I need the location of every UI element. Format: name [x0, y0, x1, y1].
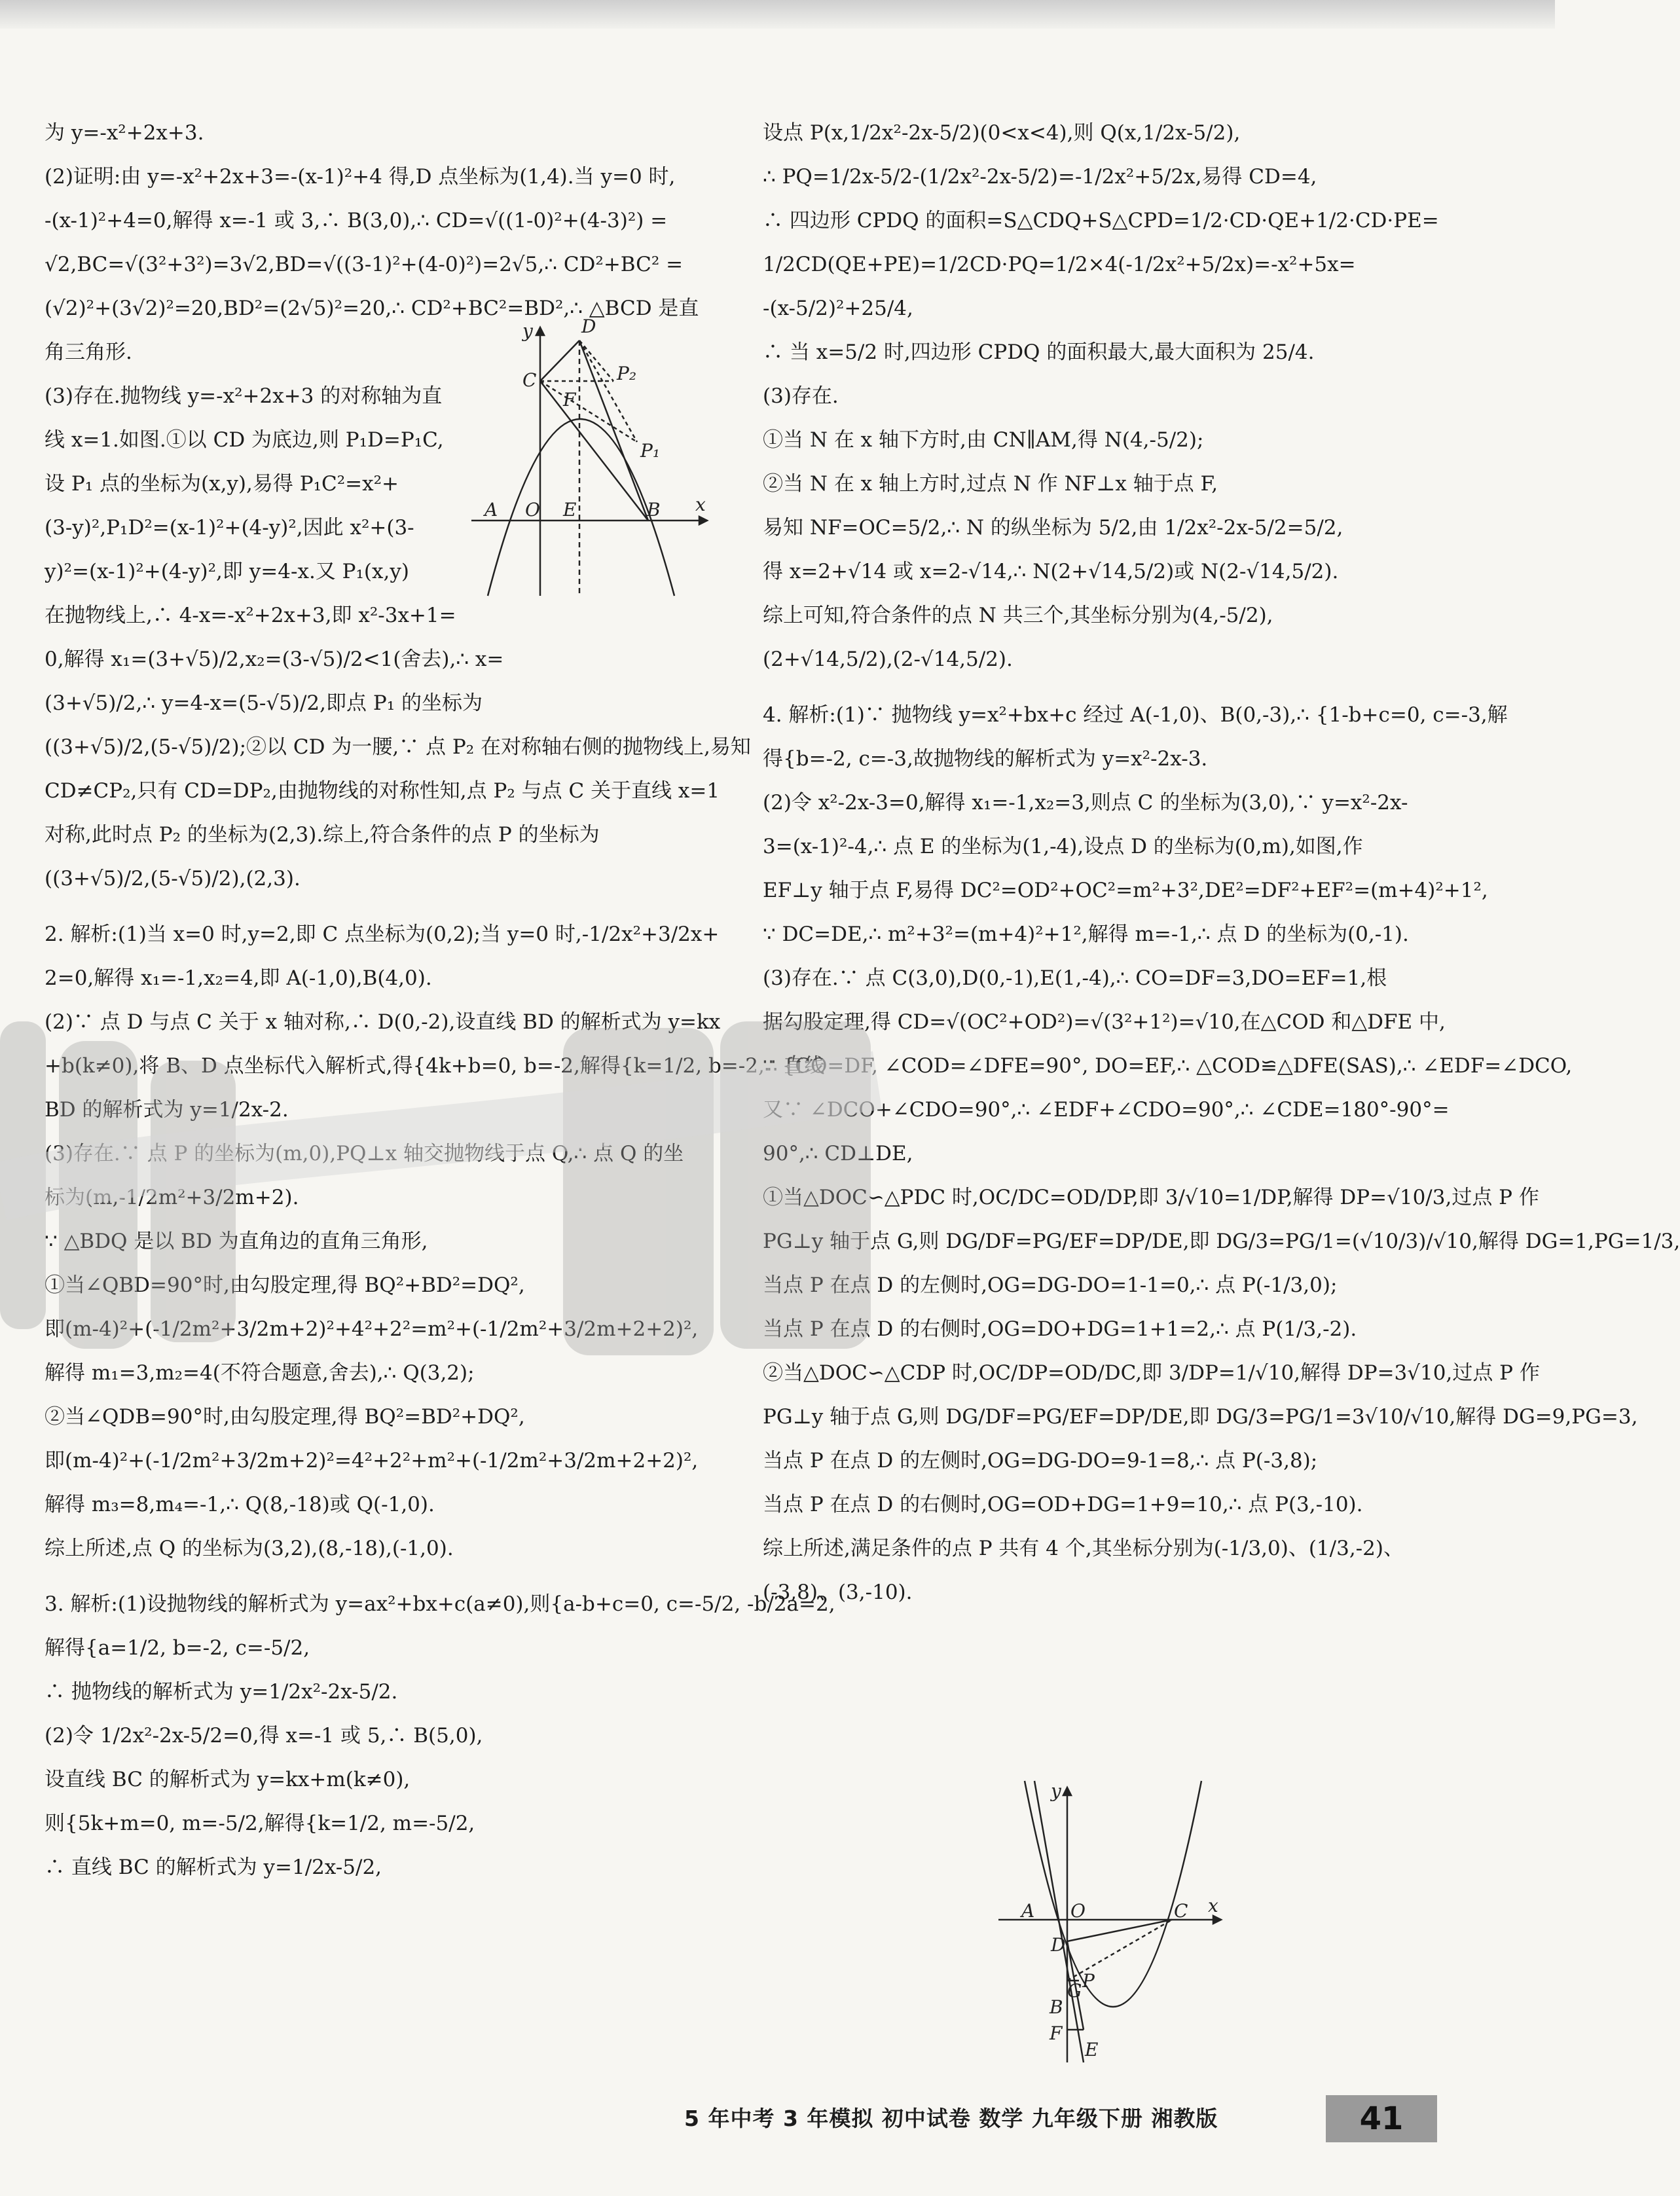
text-line: 得{b=-2, c=-3,故抛物线的解析式为 y=x²-2x-3. [763, 747, 1208, 771]
text-line: ∴ PQ=1/2x-5/2-(1/2x²-2x-5/2)=-1/2x²+5/2x,易得 CD=4, [763, 165, 1317, 189]
text-line: ∴ 四边形 CPDQ 的面积=S△CDQ+S△CPD=1/2·CD·QE+1/2·CD·PE= [763, 209, 1439, 232]
text-line: 设点 P(x,1/2x²-2x-5/2)(0<x<4),则 Q(x,1/2x-5/2), [763, 121, 1241, 145]
text-line: PG⊥y 轴于点 G,则 DG/DF=PG/EF=DP/DE,即 DG/3=PG/1=3√10/√10,解得 DG=9,PG=3, [763, 1405, 1638, 1429]
text-line: ∵ {CO=DF, ∠COD=∠DFE=90°, DO=EF,∴ △COD≌△DFE(SAS),∴ ∠EDF=∠DCO, [763, 1054, 1573, 1078]
text-line: ∴ 当 x=5/2 时,四边形 CPDQ 的面积最大,最大面积为 25/4. [763, 340, 1315, 364]
text-line: 90°,∴ CD⊥DE, [763, 1142, 913, 1165]
text-line: -(x-5/2)²+25/4, [763, 297, 913, 320]
parabola-figure-2 [985, 1768, 1234, 2069]
text-line: 0,解得 x₁=(3+√5)/2,x₂=(3-√5)/2<1(舍去),∴ x= [45, 648, 504, 671]
text-line: (√2)²+(3√2)²=20,BD²=(2√5)²=20,∴ CD²+BC²=BD²,∴ △BCD 是直 [45, 297, 699, 320]
text-line: (3)存在. [763, 384, 839, 408]
text-line: 标为(m,-1/2m²+3/2m+2). [45, 1186, 299, 1209]
axis-label-x: x [1208, 1895, 1218, 1916]
point-label-B: B [1050, 1996, 1063, 2018]
text-line: √2,BC=√(3²+3²)=3√2,BD=√((3-1)²+(4-0)²)=2√5,∴ CD²+BC² = [45, 253, 684, 276]
text-line: 即(m-4)²+(-1/2m²+3/2m+2)²+4²+2²=m²+(-1/2m²+3/2m+2+2)², [45, 1317, 699, 1341]
point-label-F: F [563, 389, 576, 411]
axis-label-y: y [1051, 1780, 1061, 1802]
axis-label-x: x [695, 494, 706, 515]
parabola-figure-1 [465, 314, 714, 602]
page-number: 41 [1326, 2095, 1437, 2142]
text-line: (3)存在.∵ 点 P 的坐标为(m,0),PQ⊥x 轴交抛物线于点 Q,∴ 点 Q 的坐 [45, 1142, 684, 1165]
text-line: 对称,此时点 P₂ 的坐标为(2,3).综上,符合条件的点 P 的坐标为 [45, 823, 600, 847]
text-line: PG⊥y 轴于点 G,则 DG/DF=PG/EF=DP/DE,即 DG/3=PG/1=(√10/3)/√10,解得 DG=1,PG=1/3, [763, 1230, 1680, 1253]
point-label-P: P [1082, 1970, 1095, 1992]
text-line: 当点 P 在点 D 的左侧时,OG=DG-DO=9-1=8,∴ 点 P(-3,8); [763, 1449, 1318, 1473]
point-label-G: G [1067, 1980, 1082, 2002]
text-line: 线 x=1.如图.①以 CD 为底边,则 P₁D=P₁C, [45, 428, 444, 452]
text-line: ∵ DC=DE,∴ m²+3²=(m+4)²+1²,解得 m=-1,∴ 点 D 的坐标为(0,-1). [763, 923, 1409, 946]
text-line: 则{5k+m=0, m=-5/2,解得{k=1/2, m=-5/2, [45, 1812, 475, 1835]
point-label-P2: P₂ [617, 363, 637, 384]
point-label-D: D [581, 316, 596, 337]
text-line: 据勾股定理,得 CD=√(OC²+OD²)=√(3²+1²)=√10,在△COD 和△DFE 中, [763, 1010, 1446, 1034]
text-line: 1/2CD(QE+PE)=1/2CD·PQ=1/2×4(-1/2x²+5/2x)=-x²+5x= [763, 253, 1356, 276]
text-line: (2)证明:由 y=-x²+2x+3=-(x-1)²+4 得,D 点坐标为(1,4).当 y=0 时, [45, 165, 676, 189]
text-line: 解得 m₁=3,m₂=4(不符合题意,舍去),∴ Q(3,2); [45, 1361, 475, 1385]
text-line: ∴ 直线 BC 的解析式为 y=1/2x-5/2, [45, 1856, 382, 1879]
text-line: 当点 P 在点 D 的左侧时,OG=DG-DO=1-1=0,∴ 点 P(-1/3,0); [763, 1273, 1338, 1297]
text-line: 即(m-4)²+(-1/2m²+3/2m+2)²=4²+2²+m²+(-1/2m²+3/2m+2+2)², [45, 1449, 699, 1473]
text-line: BD 的解析式为 y=1/2x-2. [45, 1098, 289, 1122]
text-line: ((3+√5)/2,(5-√5)/2),(2,3). [45, 867, 301, 890]
text-line: +b(k≠0),将 B、D 点坐标代入解析式,得{4k+b=0, b=-2,解得{k=1/2, b=-2,∴ 直线 [45, 1054, 825, 1078]
text-line: 又∵ ∠DCO+∠CDO=90°,∴ ∠EDF+∠CDO=90°,∴ ∠CDE=180°-90°= [763, 1098, 1450, 1122]
point-label-C: C [1174, 1900, 1188, 1922]
point-label-E: E [563, 499, 577, 521]
right-column [763, 111, 1680, 1615]
text-line: 角三角形. [45, 340, 132, 364]
point-label-F: F [1050, 2022, 1063, 2044]
text-line: 当点 P 在点 D 的右侧时,OG=OD+DG=1+9=10,∴ 点 P(3,-10). [763, 1493, 1363, 1516]
text-line: 设 P₁ 点的坐标为(x,y),易得 P₁C²=x²+ [45, 472, 399, 496]
text-line: ②当∠QDB=90°时,由勾股定理,得 BQ²=BD²+DQ², [45, 1405, 525, 1429]
text-line: (3-y)²,P₁D²=(x-1)²+(4-y)²,因此 x²+(3- [45, 516, 414, 540]
text-line: ∵ △BDQ 是以 BD 为直角边的直角三角形, [45, 1230, 428, 1253]
text-line: 3=(x-1)²-4,∴ 点 E 的坐标为(1,-4),设点 D 的坐标为(0,m),如图,作 [763, 835, 1363, 858]
text-line: (2)∵ 点 D 与点 C 关于 x 轴对称,∴ D(0,-2),设直线 BD 的解析式为 y=kx [45, 1010, 721, 1034]
text-line: ②当△DOC∽△CDP 时,OC/DP=OD/DC,即 3/DP=1/√10,解得 DP=3√10,过点 P 作 [763, 1361, 1540, 1385]
solution-2-heading: 2. 解析:(1)当 x=0 时,y=2,即 C 点坐标为(0,2);当 y=0 时,-1/2x²+3/2x+ [45, 923, 720, 946]
text-line: (-3,8)、(3,-10). [763, 1581, 913, 1604]
point-label-D: D [1051, 1934, 1066, 1956]
text-line: (2)令 x²-2x-3=0,解得 x₁=-1,x₂=3,则点 C 的坐标为(3,0),∵ y=x²-2x- [763, 791, 1408, 814]
point-label-B: B [647, 499, 661, 521]
point-label-C: C [522, 369, 537, 391]
text-line: 为 y=-x²+2x+3. [45, 121, 204, 145]
text-line: 解得{a=1/2, b=-2, c=-5/2, [45, 1636, 310, 1660]
point-label-E: E [1085, 2039, 1099, 2060]
text-line: 易知 NF=OC=5/2,∴ N 的纵坐标为 5/2,由 1/2x²-2x-5/2=5/2, [763, 516, 1343, 540]
text-line: 综上所述,点 Q 的坐标为(3,2),(8,-18),(-1,0). [45, 1537, 454, 1560]
point-label-P1: P₁ [640, 440, 661, 462]
text-line: (2+√14,5/2),(2-√14,5/2). [763, 648, 1013, 671]
text-line: EF⊥y 轴于点 F,易得 DC²=OD²+OC²=m²+3²,DE²=DF²+EF²=(m+4)²+1², [763, 879, 1488, 902]
scan-top-edge [0, 0, 1555, 29]
point-label-A: A [1021, 1900, 1035, 1922]
text-line: ((3+√5)/2,(5-√5)/2);②以 CD 为一腰,∵ 点 P₂ 在对称轴右侧的抛物线上,易知 [45, 735, 751, 759]
axis-label-y: y [522, 320, 533, 342]
point-label-A: A [484, 499, 498, 521]
text-line: ①当 N 在 x 轴下方时,由 CN∥AM,得 N(4,-5/2); [763, 428, 1204, 452]
footer-title: 5 年中考 3 年模拟 初中试卷 数学 九年级下册 湘教版 [684, 2106, 1218, 2131]
solution-4-heading: 4. 解析:(1)∵ 抛物线 y=x²+bx+c 经过 A(-1,0)、B(0,-3),∴ {1-b+c=0, c=-3,解 [763, 703, 1508, 727]
text-line: (3)存在.∵ 点 C(3,0),D(0,-1),E(1,-4),∴ CO=DF=3,DO=EF=1,根 [763, 966, 1387, 990]
text-line: ∴ 抛物线的解析式为 y=1/2x²-2x-5/2. [45, 1680, 398, 1704]
text-line: (3)存在.抛物线 y=-x²+2x+3 的对称轴为直 [45, 384, 443, 408]
text-line: ①当∠QBD=90°时,由勾股定理,得 BQ²+BD²=DQ², [45, 1273, 525, 1297]
text-line: 当点 P 在点 D 的右侧时,OG=DO+DG=1+1=2,∴ 点 P(1/3,-2). [763, 1317, 1357, 1341]
origin-label: O [525, 499, 540, 521]
text-line: 设直线 BC 的解析式为 y=kx+m(k≠0), [45, 1768, 411, 1791]
text-line: ②当 N 在 x 轴上方时,过点 N 作 NF⊥x 轴于点 F, [763, 472, 1218, 496]
text-line: (3+√5)/2,∴ y=4-x=(5-√5)/2,即点 P₁ 的坐标为 [45, 691, 483, 715]
text-line: 综上所述,满足条件的点 P 共有 4 个,其坐标分别为(-1/3,0)、(1/3,-2)、 [763, 1537, 1404, 1560]
origin-label: O [1070, 1900, 1086, 1922]
text-line: 解得 m₃=8,m₄=-1,∴ Q(8,-18)或 Q(-1,0). [45, 1493, 435, 1516]
text-line: -(x-1)²+4=0,解得 x=-1 或 3,∴ B(3,0),∴ CD=√((1-0)²+(4-3)²) = [45, 209, 668, 232]
text-line: 在抛物线上,∴ 4-x=-x²+2x+3,即 x²-3x+1= [45, 604, 456, 627]
text-line: ①当△DOC∽△PDC 时,OC/DC=OD/DP,即 3/√10=1/DP,解得 DP=√10/3,过点 P 作 [763, 1186, 1539, 1209]
text-line: CD≠CP₂,只有 CD=DP₂,由抛物线的对称性知,点 P₂ 与点 C 关于直线 x=1 [45, 779, 720, 803]
solution-3-heading: 3. 解析:(1)设抛物线的解析式为 y=ax²+bx+c(a≠0),则{a-b+c=0, c=-5/2, -b/2a=2, [45, 1592, 835, 1616]
text-line: (2)令 1/2x²-2x-5/2=0,得 x=-1 或 5,∴ B(5,0), [45, 1724, 483, 1748]
text-line: 2=0,解得 x₁=-1,x₂=4,即 A(-1,0),B(4,0). [45, 966, 432, 990]
text-line: 得 x=2+√14 或 x=2-√14,∴ N(2+√14,5/2)或 N(2-√14,5/2). [763, 560, 1339, 583]
text-line: 综上可知,符合条件的点 N 共三个,其坐标分别为(4,-5/2), [763, 604, 1273, 627]
page-footer [684, 2095, 1437, 2142]
text-line: y)²=(x-1)²+(4-y)²,即 y=4-x.又 P₁(x,y) [45, 560, 409, 583]
